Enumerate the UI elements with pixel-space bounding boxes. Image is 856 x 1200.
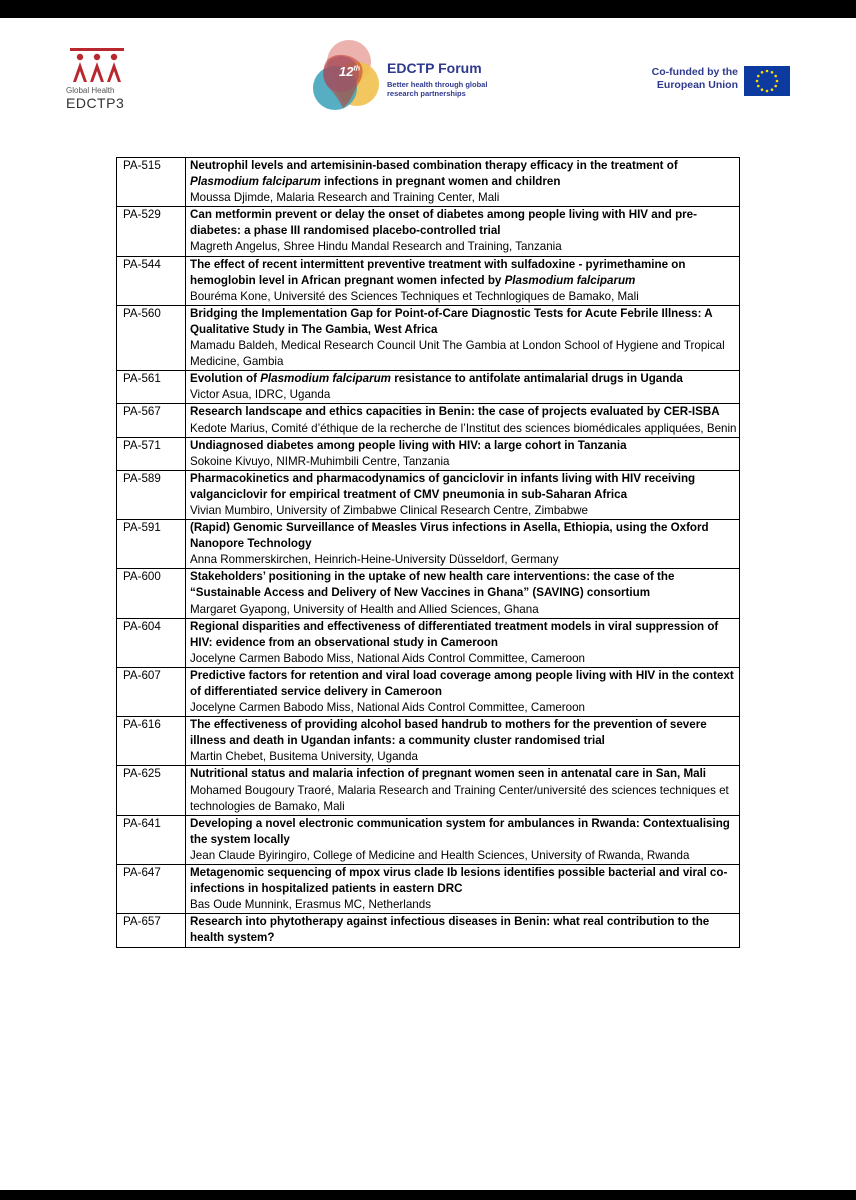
- poster-author: Martin Chebet, Busitema University, Uganda: [190, 750, 418, 764]
- poster-entry: [186, 914, 740, 947]
- forum-edition: [339, 64, 360, 79]
- poster-title-text: Developing a novel electronic communication system for ambulances in Rwanda: Contextualising the system locally: [190, 816, 730, 846]
- poster-title-text: The effect of recent intermittent preventive treatment with sulfadoxine - pyrimethamine on hemoglobin level in African pregnant women infected by: [190, 257, 686, 287]
- eu-cofunded-logo: [630, 66, 800, 102]
- table-row: [117, 766, 740, 815]
- poster-entry: [186, 470, 740, 519]
- poster-title: [190, 306, 737, 338]
- logo-global-health-text: Global Health: [66, 86, 115, 95]
- table-row: [117, 404, 740, 437]
- poster-author: Jocelyne Carmen Babodo Miss, National Aids Control Committee, Cameroon: [190, 651, 586, 665]
- forum-title: EDCTP Forum: [387, 60, 482, 76]
- poster-author: Jean Claude Byiringiro, College of Medicine and Health Sciences, University of Rwanda, Rwanda: [190, 848, 690, 862]
- poster-title-rest: resistance to antifolate antimalarial drugs in Uganda: [391, 372, 683, 386]
- table-row: [117, 520, 740, 569]
- poster-author: Sokoine Kivuyo, NIMR-Muhimbili Centre, Tanzania: [190, 454, 450, 468]
- table-row: [117, 256, 740, 305]
- poster-entry: [186, 865, 740, 914]
- table-row: [117, 914, 740, 947]
- table-row: [117, 667, 740, 716]
- poster-code: PA-515: [117, 158, 186, 207]
- poster-entry: [186, 618, 740, 667]
- poster-abstracts-table: [116, 157, 740, 948]
- edctp-figures-icon: [66, 44, 128, 84]
- poster-title: [190, 766, 737, 782]
- forum-edition-suffix: th: [353, 65, 361, 73]
- poster-author: Bouréma Kone, Université des Sciences Techniques et Technlogiques de Bamako, Mali: [190, 289, 639, 303]
- poster-author: Moussa Djimde, Malaria Research and Training Center, Mali: [190, 191, 500, 205]
- poster-title: [190, 914, 737, 946]
- poster-title-italic: Plasmodium falciparum: [504, 273, 636, 287]
- poster-title: [190, 865, 737, 897]
- poster-author: Magreth Angelus, Shree Hindu Mandal Research and Training, Tanzania: [190, 240, 562, 254]
- forum-subtitle: Better health through global research partnerships: [387, 80, 488, 98]
- poster-title: [190, 816, 737, 848]
- poster-code: PA-567: [117, 404, 186, 437]
- poster-author: Anna Rommerskirchen, Heinrich-Heine-University Düsseldorf, Germany: [190, 553, 559, 567]
- poster-code: PA-589: [117, 470, 186, 519]
- poster-title: [190, 257, 737, 289]
- poster-title-text: Evolution of: [190, 372, 261, 386]
- poster-author: Mohamed Bougoury Traoré, Malaria Research and Training Center/université des sciences techniques et technologies de Bamako, Mali: [190, 783, 729, 813]
- logo-edctp3-text: EDCTP3: [66, 95, 125, 111]
- table-row: [117, 717, 740, 766]
- poster-code: PA-616: [117, 717, 186, 766]
- eu-flag-icon: [744, 66, 790, 96]
- poster-title-rest: infections in pregnant women and children: [320, 175, 561, 189]
- table-row: [117, 371, 740, 404]
- poster-entry: [186, 520, 740, 569]
- poster-title-text: Metagenomic sequencing of mpox virus clade Ib lesions identifies possible bacterial and viral co-infections in hospitalized patients in eastern DRC: [190, 866, 728, 896]
- poster-title-text: Stakeholders’ positioning in the uptake of new health care interventions: the case of the “Sustainable Access and Delivery of New Vaccines in Ghana” (SAVING) consortium: [190, 570, 675, 600]
- poster-entry: [186, 815, 740, 864]
- poster-title-text: Undiagnosed diabetes among people living with HIV: a large cohort in Tanzania: [190, 438, 627, 452]
- poster-title: [190, 619, 737, 651]
- poster-title: [190, 158, 737, 190]
- poster-title: [190, 438, 737, 454]
- poster-author: Victor Asua, IDRC, Uganda: [190, 388, 331, 402]
- poster-title: [190, 207, 737, 239]
- poster-title-text: Neutrophil levels and artemisinin-based combination therapy efficacy in the treatment of: [190, 159, 678, 172]
- poster-title-italic: Plasmodium falciparum: [260, 372, 391, 386]
- poster-entry: [186, 158, 740, 207]
- poster-entry: [186, 305, 740, 370]
- document-page: [0, 18, 856, 1190]
- poster-code: PA-591: [117, 520, 186, 569]
- poster-code: PA-529: [117, 207, 186, 256]
- cofunded-text: Co-funded by the European Union: [651, 66, 738, 91]
- table-row: [117, 207, 740, 256]
- poster-code: PA-641: [117, 815, 186, 864]
- poster-code: PA-571: [117, 437, 186, 470]
- poster-title-text: Research landscape and ethics capacities in Benin: the case of projects evaluated by CER-ISBA: [190, 405, 720, 419]
- table-row: [117, 815, 740, 864]
- poster-author: Mamadu Baldeh, Medical Research Council Unit The Gambia at London School of Hygiene and Tropical Medicine, Gambia: [190, 339, 725, 369]
- poster-code: PA-657: [117, 914, 186, 947]
- poster-title: [190, 404, 737, 420]
- bottom-border: [0, 1190, 856, 1200]
- poster-entry: [186, 256, 740, 305]
- poster-title: [190, 471, 737, 503]
- poster-code: PA-560: [117, 305, 186, 370]
- poster-author: Jocelyne Carmen Babodo Miss, National Aids Control Committee, Cameroon: [190, 701, 586, 715]
- global-health-edctp3-logo: [66, 44, 136, 111]
- poster-title: [190, 371, 737, 387]
- edctp-forum-logo: [305, 38, 515, 118]
- poster-entry: [186, 667, 740, 716]
- poster-title-text: Nutritional status and malaria infection of pregnant women seen in antenatal care in San, Mali: [190, 767, 707, 781]
- poster-entry: [186, 766, 740, 815]
- poster-title: [190, 569, 737, 601]
- poster-entry: [186, 404, 740, 437]
- poster-code: PA-544: [117, 256, 186, 305]
- poster-code: PA-625: [117, 766, 186, 815]
- poster-author: Margaret Gyapong, University of Health and Allied Sciences, Ghana: [190, 602, 539, 616]
- poster-title-text: Bridging the Implementation Gap for Point-of-Care Diagnostic Tests for Acute Febrile Illness: A Qualitative Study in The Gambia, West Africa: [190, 306, 713, 336]
- poster-code: PA-604: [117, 618, 186, 667]
- poster-code: PA-561: [117, 371, 186, 404]
- table-row: [117, 865, 740, 914]
- poster-author: Bas Oude Munnink, Erasmus MC, Netherlands: [190, 898, 431, 912]
- poster-title: [190, 717, 737, 749]
- poster-title-text: The effectiveness of providing alcohol based handrub to mothers for the prevention of severe illness and death in Ugandan infants: a community cluster randomised trial: [190, 718, 707, 748]
- poster-entry: [186, 207, 740, 256]
- poster-title-text: Regional disparities and effectiveness of differentiated treatment models in viral suppression of HIV: evidence from an observational study in Cameroon: [190, 619, 719, 649]
- poster-title-text: Pharmacokinetics and pharmacodynamics of ganciclovir in infants living with HIV receiving valganciclovir for empirical treatment of CMV pneumonia in sub-Saharan Africa: [190, 471, 696, 501]
- poster-code: PA-647: [117, 865, 186, 914]
- table-row: [117, 470, 740, 519]
- table-row: [117, 618, 740, 667]
- table-row: [117, 158, 740, 207]
- table-row: [117, 305, 740, 370]
- poster-title-text: (Rapid) Genomic Surveillance of Measles Virus infections in Asella, Ethiopia, using the Oxford Nanopore Technology: [190, 521, 709, 551]
- poster-code: PA-607: [117, 667, 186, 716]
- poster-entry: [186, 371, 740, 404]
- poster-title-text: Predictive factors for retention and viral load coverage among people living with HIV in the context of differentiated service delivery in Cameroon: [190, 668, 734, 698]
- poster-entry: [186, 569, 740, 618]
- forum-edition-number: 12: [339, 64, 354, 79]
- poster-title-italic: Plasmodium falciparum: [190, 175, 321, 189]
- poster-entry: [186, 437, 740, 470]
- poster-title-text: Research into phytotherapy against infectious diseases in Benin: what real contribution to the health system?: [190, 915, 710, 945]
- poster-author: Vivian Mumbiro, University of Zimbabwe Clinical Research Centre, Zimbabwe: [190, 503, 588, 517]
- poster-title-text: Can metformin prevent or delay the onset of diabetes among people living with HIV and pre-diabetes: a phase III randomised placebo-controlled trial: [190, 208, 697, 238]
- poster-title: [190, 668, 737, 700]
- poster-entry: [186, 717, 740, 766]
- table-row: [117, 437, 740, 470]
- poster-code: PA-600: [117, 569, 186, 618]
- table-row: [117, 569, 740, 618]
- poster-title: [190, 520, 737, 552]
- poster-author: Kedote Marius, Comité d’éthique de la recherche de l’Institut des sciences biomédicales appliquées, Benin: [190, 421, 737, 435]
